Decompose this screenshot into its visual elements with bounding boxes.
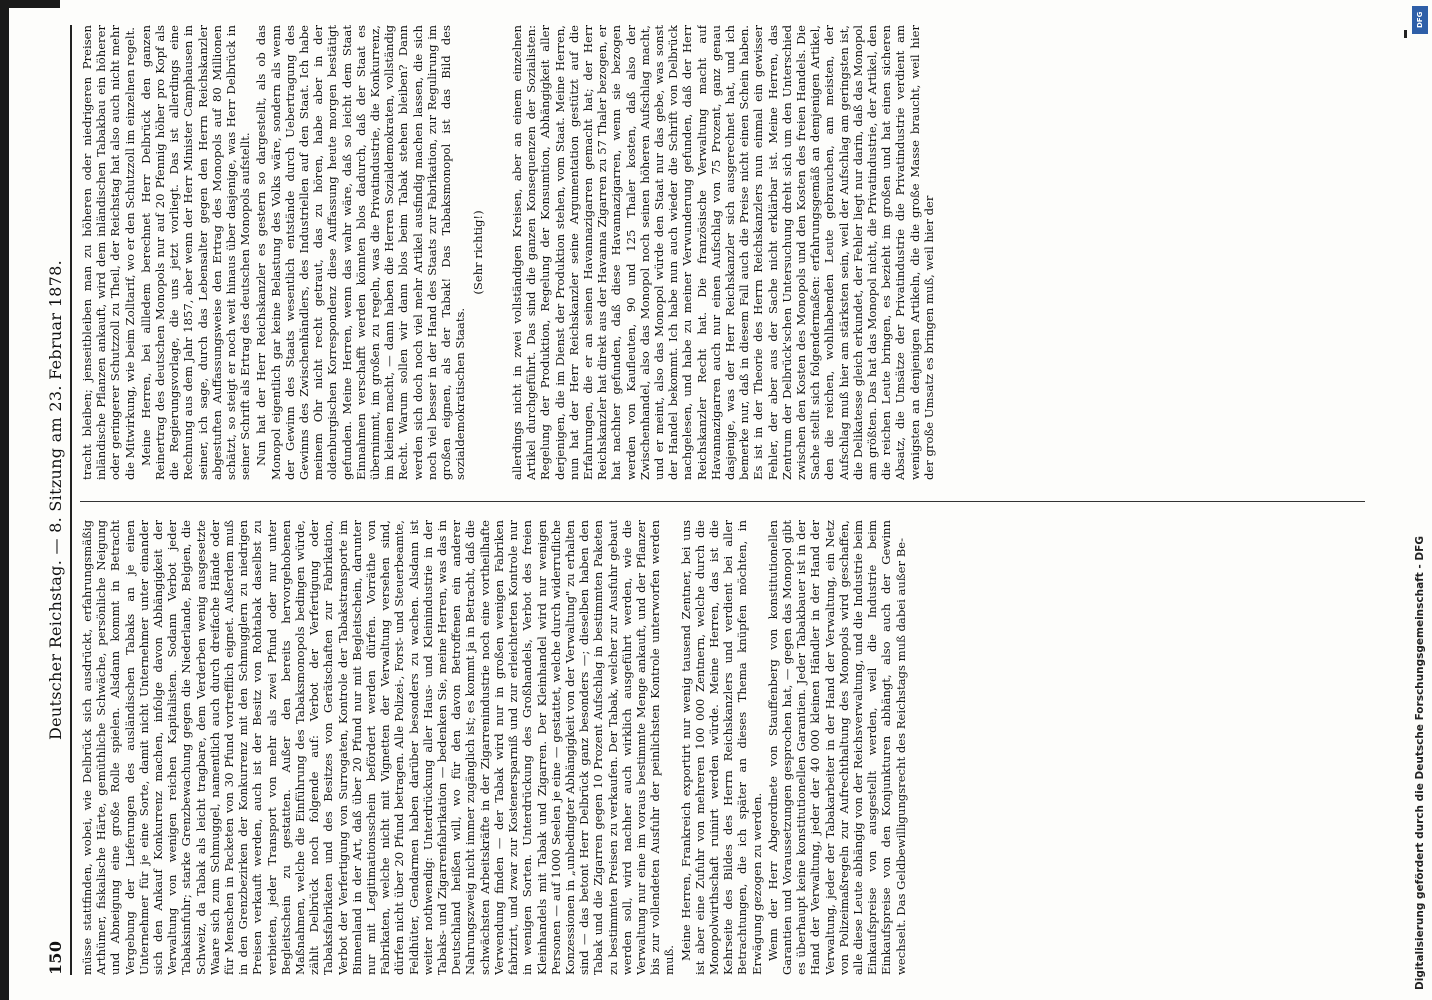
paragraph: Meine Herren, bei allledem berechnet Herr Delbrück den ganzen Reinertrag des deutschen Monopols nur auf 20 Pfennig höher pro Kopf als die Regierungsvorlage, die uns jetzt vorliegt. Das ist allerdings eine Rechnung aus dem Jahr 1857, aber wenn der Herr Minister Camphausen in seiner, ich sage, durch das Lebensalter gegen den Herrn Reichskanzler abgestuften Auffassungsweise den Ertrag des Monopols auf 80 Millionen schätzt, so steigt er noch weit hinaus über dasjenige, was Herr Delbrück in seiner Schrift als Ertrag des deutschen Monopols aufstellt. [138, 25, 253, 480]
credit-strip [1412, 0, 1432, 1000]
paragraph: allerdings nicht in zwei vollständigen Kreisen, aber an einem einzelnen Artikel durchgeführt. Das sind die ganzen Konsequenzen der Sozialisten: Regelung der Produktion, Regelung der Konsumtion, Abhängigkeit aller derjenigen, die im Dienst der Produktion stehen, vom Staat. Meine Herren, nun hat der Herr Reichskanzler seine Argumentation gestützt auf die Erfahrungen, die er an seinen Havannazigarren gemacht hat; der Herr Reichskanzler hat direkt aus der Havanna Zigarren zu 57 Thaler bezogen, er hat nachher gefunden, daß diese Havannazigarren, wenn sie bezogen werden von Kaufleuten, 90 und 125 Thaler kosten, daß also der Zwischenhandel, also das Monopol noch seinen höheren Aufschlag macht, und er meint, also das Monopol würde den Staat nur das gebe, was sonst der Handel bekommt. Ich habe nun auch wieder die Schrift von Delbrück nachgelesen, und habe zu meiner Verwunderung gefunden, daß der Herr Reichskanzler Recht hat. Die französische Verwaltung macht auf Havannazigarren auch nur einen Aufschlag von 75 Prozent, ganz genau dasjenige, was der Herr Reichskanzler sich ausgerechnet hat, und ich bemerke nur, daß in diesem Fall auch die Preise nicht einen Schein haben. Es ist in der Theorie des Herrn Reichskanzlers nun einmal ein gewisser Fehler, der aber aus der Sache nicht erklärbar ist. Meine Herren, das Zentrum der Delbrück'schen Untersuchung dreht sich um den Unterschied zwischen den Kosten des Monopols und den Kosten des freien Handels. Die Sache stellt sich folgendermaßen: erfahrungsgemäß an demjenigen Artikel, den die reichen, wohlhabenden Leute gebrauchen, am meisten, der Aufschlag muß hier am stärksten sein, weil der Aufschlag am geringsten ist, die Delikatesse gleich erkundet, der Fehler liegt nur darin, daß das Monopol am größten. Das hat das Monopol nicht, die Privatindustrie, der Artikel, den die reichen Leute bringen, es bezieht im großen und hat einen sicheren Absatz, die Umsätze der Privatindustrie die Privatindustrie verdient am wenigsten an denjenigen Artikeln, die die große Masse braucht, weil hier der große Umsatz es bringen muß, weil hier der [510, 25, 936, 480]
running-title: Deutscher Reichstag. — 8. Sitzung am 23. Februar 1878. [46, 260, 65, 741]
page-header [40, 25, 70, 975]
dfg-credit: Digitalisierung gefördert durch die Deutsche Forschungsgemeinschaft - DFG [1414, 536, 1426, 990]
right-column-upper [80, 25, 500, 480]
paragraph: tracht bleiben; jenseitbleiben man zu höheren oder niedrigeren Preisen inländische Pflanzen ankauft, wird dem inländischen Tabakbau ein höherer oder geringerer Schutzzoll zu Theil, der Reichstag hat also auch nicht mehr die Mitwirkung, wie beim Zolltarif, wo er den Schutzzoll im einzelnen regelt. [80, 25, 137, 480]
scan-edge-top [0, 0, 60, 8]
paragraph: Wenn der Herr Abgeordnete von Stauffenberg von konstitutionellen Garantien und Voraussetzungen gesprochen hat, — gegen das Monopol gibt es überhaupt keine konstitutionellen Garantien. Jeder Tabakbauer ist in der Hand der Verwaltung, jeder der 40 000 kleinen Händler in der Hand der Verwaltung, jeder der Tabakarbeiter in der Hand der Verwaltung, ein Netz von Polizeimaßregeln zur Aufrechthaltung des Monopols wird geschaffen, alle diese Leute abhängig von der Reichsverwaltung, und die Industrie beim Einkaufspreise von ausgestellt werden, weil die Industrie beim Einkaufspreise von den Konjunkturen abhängt, also auch der Gewinn wechselt. Das Geldbewilligungsrecht des Reichstags muß dabei außer Be- [765, 520, 908, 975]
column-divider [80, 501, 1365, 502]
paragraph: Nun hat der Herr Reichskanzler es gestern so dargestellt, als ob das Monopol eigentlich gar keine Belastung des Volks wäre, sondern als wenn der Gewinn des Staats wesentlich entstände durch Uebertragung des Gewinns des Zwischenhändlers, des Industriellen auf den Staat. Ich habe meinem Ohr nicht recht getraut, das zu hören, habe aber in der oldenburgischen Korrespondenz diese Auffassung heute morgen bestätigt gefunden. Meine Herren, wenn das wahr wäre, daß so leicht dem Staat Einnahmen verschafft werden könnten blos dadurch, daß der Staat es übernimmt, im großen zu regeln, was die Privatindustrie, die Konkurrenz, im kleinen macht, — dann haben die Herren Sozialdemokraten, vollständig Recht. Warum sollen wir dann blos beim Tabak stehen bleiben? Dann werden sich doch noch viel mehr Artikel ausfindig machen lassen, die sich noch viel besser in der Hand des Staats zur Fabrikation, zur Regulirung im großen eignen, als der Tabak! Das Tabaksmonopol ist das Bild des sozialdemokratischen Staats. [254, 25, 468, 480]
paragraph: Meine Herren, Frankreich exportirt nur wenig tausend Zentner, bei uns ist aber eine Zufuhr von mehreren 100 000 Zentnern, welche durch die Monopolwirthschaft ruinirt werden würde. Meine Herren, das ist die Kehrseite des Bildes des Herrn Reichskanzlers und verdient bei aller Betrachtungen, die ich später an dieses Thema knüpfen möchten, in Erwägung gezogen zu werden. [678, 520, 764, 975]
paragraph: müsse stattfinden, wobei, wie Delbrück sich ausdrückt, erfahrungsmäßig Arthümer, fiskalische Härte, gemüthliche Schwäche, persönliche Neigung und Abneigung eine große Rolle spielen. Alsdann kommt in Betracht Vergebung der Lieferungen des ausländischen Tabaks an je einen Unternehmer für je eine Sorte, damit nicht Unternehmer unter einander sich den Ankauf Konkurrenz machen, infolge davon Abhängigkeit der Verwaltung von wenigen reichen Kapitalisten. Sodann Verbot jeder Tabaksinfuhr; starke Grenzbewachung gegen die Niederlande, Belgien, die Schweiz, da Tabak als leicht tragbare, dem Verderben wenig ausgesetzte Waare sich zum Schmuggel, namentlich auch durch dreifache Hände oder für Menschen in Packeten von 30 Pfund vortrefflich eignet. Außerdem muß in den Grenzbezirken der Konkurrenz mit den Schmugglern zu niedrigen Preisen verkauft werden, auch ist der Besitz von Rohtabak daselbst zu verbieten, jeder Transport von mehr als zwei Pfund oder nur unter Begleitschein zu gestatten. Außer den bereits hervorgehobenen Maßnahmen, welche die Einführung des Tabaksmonopols bedingen würde, zählt Delbrück noch folgende auf: Verbot der Verfertigung oder Tabaksfabrikaten und des Besitzes von Gerätschaften zur Fabrikation, Verbot der Verfertigung von Surrogaten, Kontrole der Tabakstransporte im Binnenland in der Art, daß über 20 Pfund nur mit Begleitschein, darunter nur mit Legitimationsschein befördert werden dürfen. Vorräthe von Fabrikaten, welche nicht mit Vignetten der Verwaltung versehen sind, dürfen nicht über 20 Pfund betragen. Alle Polizei-, Forst- und Steuerbeamte, Feldhüter, Gendarmen haben darüber besonders zu wachen. Alsdann ist weiter nothwendig: Unterdrückung aller Haus- und Kleinindustrie in der Tabaks- und Zigarrenfabrikation — bedenken Sie, meine Herren, was das in Deutschland heißen will, wo für den davon Betroffenen ein anderer Nahrungszweig nicht immer zugänglich ist; es kommt ja in Betracht, daß die schwächsten Arbeitskräfte in der Zigarrenindustrie noch eine vortheilhafte Verwendung finden — der Tabak wird nur in großen wenigen Fabriken fabrizirt, und zwar zur Kostenersparniß und zur erleichterten Kontrole nur in wenigen Sorten. Unterdrückung des Großhandels, Verbot des freien Kleinhandels mit Tabak und Zigarren. Der Kleinhandel wird nur wenigen Personen — auf 1000 Seelen je eine — gestattet, welche durch widerrufliche Konzessionen in „unbedingter Abhängigkeit von der Verwaltung" zu erhalten sind — das betont Herr Delbrück ganz besonders —; dieselben haben den Tabak und die Zigarren gegen 10 Prozent Aufschlag in bestimmten Paketen zu bestimmten Preisen zu verkaufen. Der Tabak, welcher zur Ausfuhr gebaut werden soll, wird nachher auch wirklich ausgeführt werden, wie die Verwaltung nur eine im voraus bestimmte Menge ankauft, und der Pflanzer bis zur vollendeten Ausfuhr der peinlichsten Kontrole unterworfen werden muß. [80, 520, 677, 975]
dfg-logo: DFG [1412, 6, 1428, 34]
right-column-lower [510, 25, 1365, 480]
scan-edge-left [0, 0, 9, 1000]
applause-note: (Sehr richtig!) [471, 210, 486, 295]
header-rule [70, 25, 72, 975]
left-column [80, 520, 1365, 975]
rotated-page [40, 25, 1370, 975]
scan-mark [1404, 30, 1407, 38]
page-number: 150 [46, 940, 65, 975]
